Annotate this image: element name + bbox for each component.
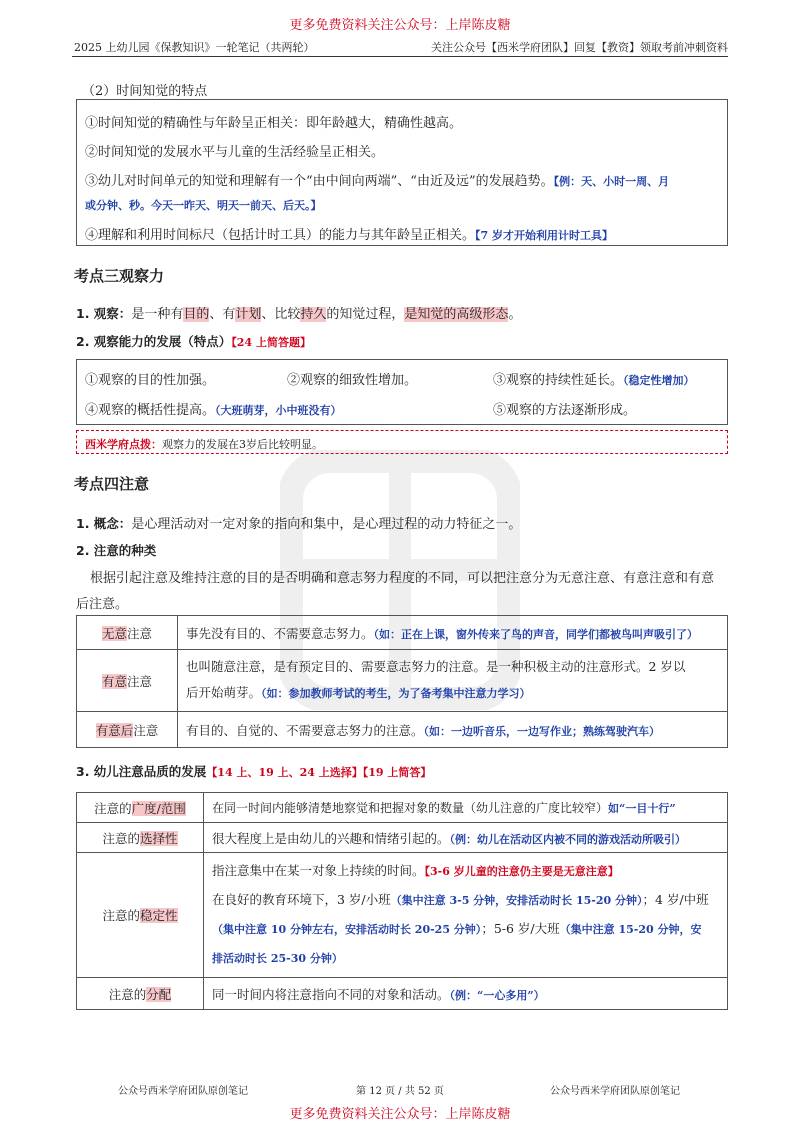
obs-def-c: 、有 bbox=[209, 307, 236, 322]
tp-point-4-note: 【7 岁才开始利用计时工具】 bbox=[475, 229, 613, 242]
obs-tip-text: 观察力的发展在3岁后比较明显。 bbox=[162, 438, 323, 451]
obs-def-lasting: 持久 bbox=[300, 307, 327, 322]
obs-item-3-text: ③观察的持续性延长。 bbox=[493, 373, 624, 388]
tp-point-3 bbox=[85, 170, 669, 189]
bottom-banner: 更多免费资料关注公众号：上岸陈皮糖 bbox=[289, 1107, 511, 1122]
observation-definition bbox=[76, 303, 521, 322]
table-row bbox=[77, 823, 728, 853]
obs-def-label: 1. 观察： bbox=[76, 306, 132, 321]
quality-label-selectivity: 注意的选择性 bbox=[77, 823, 204, 853]
obs-item-3-note: （稳定性增加） bbox=[623, 374, 695, 387]
time-perception-title: （2）时间知觉的特点 bbox=[82, 84, 208, 99]
tp-point-3-example: 【例：天、小时一周、月 bbox=[553, 175, 670, 188]
quality-desc-distribution: 同一时间内将注意指向不同的对象和活动。（例：“一心多用”） bbox=[204, 978, 728, 1010]
quality-desc-breadth: 在同一时间内能够清楚地察觉和把握对象的数量（幼儿注意的广度比较窄）如“一目十行” bbox=[204, 793, 728, 823]
header-right: 关注公众号【西米学府团队】回复【教资】领取考前冲刺资料 bbox=[431, 41, 728, 54]
type-desc-involuntary: 事先没有目的、不需要意志努力。（如：正在上课，窗外传来了鸟的声音，同学们都被鸟叫声吸引了） bbox=[178, 616, 728, 650]
quality-label-breadth: 注意的广度/范围 bbox=[77, 793, 204, 823]
tp-point-3-text: ③幼儿对时间单元的知觉和理解有一个“由中间向两端”、“由近及远”的发展趋势。 bbox=[85, 174, 554, 189]
quality-label-distribution: 注意的分配 bbox=[77, 978, 204, 1010]
observation-dev-title bbox=[76, 332, 311, 350]
obs-def-a: 是一种有 bbox=[131, 307, 184, 322]
obs-def-plan: 计划 bbox=[235, 307, 262, 322]
attention-heading: 考点四注意 bbox=[74, 475, 150, 493]
table-row bbox=[77, 616, 728, 650]
type-label-involuntary: 无意注意 bbox=[77, 616, 178, 650]
obs-item-4 bbox=[85, 399, 342, 418]
attention-types-intro-1: 根据引起注意及维持注意的目的是否明确和意志努力程度的不同，可以把注意分为无意注意、有意注意和有意 bbox=[90, 571, 715, 586]
tp-point-3-cont bbox=[85, 197, 322, 213]
footer-left: 公众号西米学府团队原创笔记 bbox=[118, 1086, 248, 1097]
footer-page-number: 第 12 页 / 共 52 页 bbox=[356, 1086, 444, 1097]
type-label-voluntary: 有意注意 bbox=[77, 650, 178, 712]
footer-right: 公众号西米学府团队原创笔记 bbox=[550, 1086, 680, 1097]
table-row bbox=[77, 978, 728, 1010]
attention-types-table bbox=[76, 615, 728, 748]
tp-point-4-text: ④理解和利用时间标尺（包括计时工具）的能力与其年龄呈正相关。 bbox=[85, 228, 476, 243]
observation-heading: 考点三观察力 bbox=[74, 267, 165, 285]
quality-label-stability: 注意的稳定性 bbox=[77, 853, 204, 978]
obs-def-purpose: 目的 bbox=[183, 307, 210, 322]
obs-item-2: ②观察的细致性增加。 bbox=[287, 373, 418, 388]
tp-point-3-example-cont: 或分钟、秒。今天一昨天、明天一前天、后天。】 bbox=[85, 199, 322, 212]
attention-concept bbox=[76, 513, 521, 532]
obs-def-i: 。 bbox=[508, 307, 522, 322]
obs-item-5: ⑤观察的方法逐渐形成。 bbox=[493, 403, 637, 418]
tp-point-2: ②时间知觉的发展水平与儿童的生活经验呈正相关。 bbox=[85, 145, 385, 160]
header-left: 2025 上幼儿园《保教知识》一轮笔记（共两轮） bbox=[74, 41, 315, 54]
obs-tip-label: 西米学府点拨： bbox=[85, 438, 162, 451]
type-desc-voluntary: 也叫随意注意，是有预定目的、需要意志努力的注意。是一种积极主动的注意形式。2 岁以 后开始萌芽。（如：参加教师考试的考生，为了备考集中注意力学习） bbox=[178, 650, 728, 712]
time-perception-box bbox=[76, 99, 728, 246]
header-rule bbox=[72, 56, 728, 57]
obs-item-4-note: （大班萌芽，小中班没有） bbox=[215, 404, 342, 417]
observation-dev-box bbox=[76, 359, 728, 425]
att-concept-label: 1. 概念： bbox=[76, 516, 132, 531]
obs-item-4-text: ④观察的概括性提高。 bbox=[85, 403, 216, 418]
attention-quality-title: 3. 幼儿注意品质的发展【14 上、19 上、24 上选择】【19 上简答】 bbox=[76, 764, 432, 779]
type-label-post-voluntary: 有意后注意 bbox=[77, 712, 178, 748]
table-row bbox=[77, 793, 728, 823]
type-desc-post-voluntary: 有目的、自觉的、不需要意志努力的注意。（如：一边听音乐，一边写作业；熟练驾驶汽车） bbox=[178, 712, 728, 748]
obs-def-advanced: 是知觉的高级形态 bbox=[404, 307, 509, 322]
obs-item-3 bbox=[493, 369, 695, 388]
table-row bbox=[77, 712, 728, 748]
obs-tip bbox=[85, 436, 323, 452]
quality-desc-stability: 指注意集中在某一对象上持续的时间。【3-6 岁儿童的注意仍主要是无意注意】 在良好的教育环境下，3 岁/小班（集中注意 3-5 分钟，安排活动时长 15-20 分钟）；4 岁/中班 （集中注意 10 分钟左右，安排活动时长 20-25 分钟）；5-6 岁/大班（集中注意 15-20 分钟，安 排活动时长 25-30 分钟） bbox=[204, 853, 728, 978]
tp-point-1: ①时间知觉的精确性与年龄呈正相关：即年龄越大，精确性越高。 bbox=[85, 116, 463, 131]
obs-dev-title-text: 2. 观察能力的发展（特点） bbox=[76, 334, 232, 349]
obs-item-1: ①观察的目的性加强。 bbox=[85, 373, 216, 388]
attention-types-title: 2. 注意的种类 bbox=[76, 543, 157, 558]
tp-point-4 bbox=[85, 224, 613, 243]
obs-def-e: 、比较 bbox=[261, 307, 301, 322]
attention-types-intro-2: 后注意。 bbox=[76, 597, 129, 612]
observation-tip-box bbox=[76, 430, 728, 454]
quality-desc-selectivity: 很大程度上是由幼儿的兴趣和情绪引起的。（例：幼儿在活动区内被不同的游戏活动所吸引） bbox=[204, 823, 728, 853]
obs-dev-tag: 【24 上简答题】 bbox=[231, 336, 311, 349]
table-row bbox=[77, 853, 728, 978]
table-row bbox=[77, 650, 728, 712]
obs-def-g: 的知觉过程， bbox=[326, 307, 405, 322]
attention-quality-table bbox=[76, 792, 728, 1010]
att-concept-text: 是心理活动对一定对象的指向和集中，是心理过程的动力特征之一。 bbox=[131, 517, 522, 532]
top-banner: 更多免费资料关注公众号：上岸陈皮糖 bbox=[289, 18, 511, 33]
